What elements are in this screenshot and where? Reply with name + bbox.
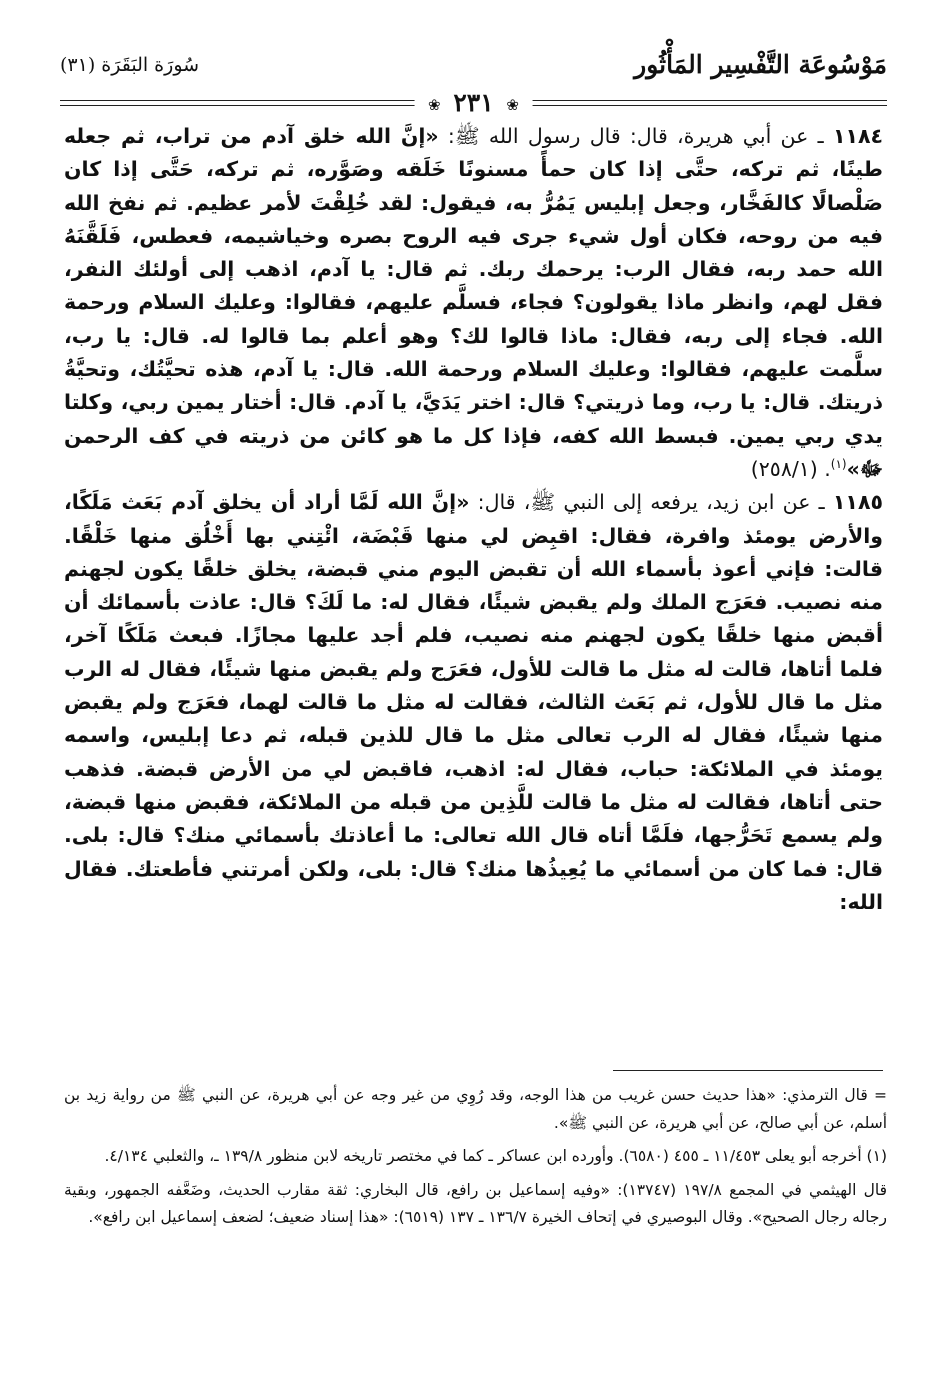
footnote-mark[interactable]: (١) — [830, 457, 847, 472]
footnote-2: قال الهيثمي في المجمع ١٩٧/٨ (١٣٧٤٧): «وفيه إسماعيل بن رافع، قال البخاري: ثقة مقارب الحديث، وضَعَّفه الجمهور، وبقية رجاله رجال الصحيح». وقال البوصيري في إتحاف الخيرة ١٣٦/٧ ـ ١٣٧ (٦٥١٩): «هذا إسناد ضعيف؛ لضعف إسماعيل ابن رافع». — [64, 1180, 887, 1226]
hadith-intro: ـ عن ابن زيد، يرفعه إلى النبي ﷺ، قال: — [469, 490, 833, 515]
hadith-paragraph — [64, 120, 883, 486]
ornament-icon: ❀ — [506, 95, 519, 114]
hadith-intro: ـ عن أبي هريرة، قال: قال رسول الله ﷺ: — [438, 124, 833, 148]
hadith-number: ١١٨٤ — [832, 124, 883, 148]
page-number: ٢٣١ — [453, 88, 494, 117]
main-text — [64, 120, 883, 919]
surah-title: سُورَة البَقَرَة (٣١) — [60, 54, 200, 76]
footnote-1: (١) أخرجه أبو يعلى ١١/٤٥٣ ـ ٤٥٥ (٦٥٨٠). وأورده ابن عساكر ـ كما في مختصر تاريخه لابن منظور ١٣٩/٨ ـ، والثعلبي ٤/١٣٤. — [104, 1147, 887, 1165]
page-number-block — [414, 88, 533, 117]
book-title: مَوْسُوعَة التَّفْسِير المَأْثُور — [634, 50, 887, 79]
hadith-paragraph — [64, 486, 883, 919]
hadith-text: «إنَّ الله لَمَّا أراد أن يخلق آدم بَعَث مَلَكًا، والأرض يومئذ وافرة، فقال: اقبِض لي منها قَبْضَة، ائْتِني بها أَخْلُق منها خَلْقًا. قالت: فإني أعوذ بأسماء الله أن تقبض اليوم مني قبضة، يخلق خلقًا يكون لجهنم منه نصيب. فعَرَج الملك ولم يقبض شيئًا، فقال له: ما لَكَ؟ قال: عاذت بأسمائك أن أقبض منها خلقًا يكون لجهنم منه نصيب، فلم أجد عليها مجازًا. فبعث مَلَكًا آخر، فلما أتاها، قالت له مثل ما قالت للأول، فعَرَج ولم يقبض منها شيئًا، فقال له الرب مثل ما قال للأول، ثم بَعَث الثالث، فقالت له مثل ما قالت لهما، فعَرَج ولم يقبض منها شيئًا، فقال له الرب تعالى مثل ما قال للذين قبله، ثم دعا إبليس، واسمه يومئذ في الملائكة: حباب، فقال له: اذهب، فاقبض لي من الأرض قبضة. فذهب حتى أتاها، فقالت له مثل ما قالت للَّذِين من قبله من الملائكة، فقبض منها قبضة، ولم يسمع تَحَرُّجها، فلَمَّا أتاه قال الله تعالى: ما أعاذتك بأسمائي منك؟ قال: بلى. قال: فما كان من أسمائي ما يُعِيذُها منك؟ قال: بلى، ولكن أمرتني فأطعتك. فقال الله: — [64, 490, 883, 914]
hadith-reference: . (٢٥٨/١) — [750, 456, 831, 481]
footnote-divider — [613, 1070, 883, 1071]
hadith-number: ١١٨٥ — [832, 490, 883, 515]
footnotes — [64, 1082, 887, 1238]
hadith-text: «إنَّ الله خلق آدم من تراب، ثم جعله طينًا، ثم تركه، حتَّى إذا كان حمأً مسنونًا خَلَقه وصَوَّره، ثم تركه، حَتَّى إذا كان صَلْصالًا كالفَخَّار، وجعل إبليس يَمُرُّ به، فيقول: لقد خُلِقْتَ لأمر عظيم. ثم نفخ الله فيه من روحه، فكان أول شيء جرى فيه الروح بصره وخياشيمه، فعطس، فَلَقَّنَهُ الله حمد ربه، فقال الرب: يرحمك ربك. ثم قال: يا آدم، اذهب إلى أولئك النفر، فقل لهم، وانظر ماذا يقولون؟ فجاء، فسلَّم عليهم، فقالوا: وعليك السلام ورحمة الله. فجاء إلى ربه، فقال: ماذا قالوا لك؟ وهو أعلم بما قالوا له. قال: يا رب، سلَّمت عليهم، فقالوا: وعليك السلام ورحمة الله. قال: يا آدم، هذه تحيَّتُك، وتحيَّةُ ذريتك. قال: يا رب، وما ذريتي؟ قال: اختر يَدَيَّ، يا آدم. قال: أختار يمين ربي، وكلتا يدي ربي يمين. فبسط الله كفه، فإذا كل ما هو كائن من ذريته في كف الرحمن ﷻ» — [64, 124, 883, 481]
footnote-carry-over: = قال الترمذي: «هذا حديث حسن غريب من هذا الوجه، وقد رُوِي من غير وجه عن أبي هريرة، عن النبي ﷺ من رواية زيد بن أسلم، عن أبي صالح، عن أبي هريرة، عن النبي ﷺ». — [64, 1086, 887, 1132]
ornament-icon: ❀ — [428, 95, 441, 114]
page-header — [60, 48, 887, 117]
